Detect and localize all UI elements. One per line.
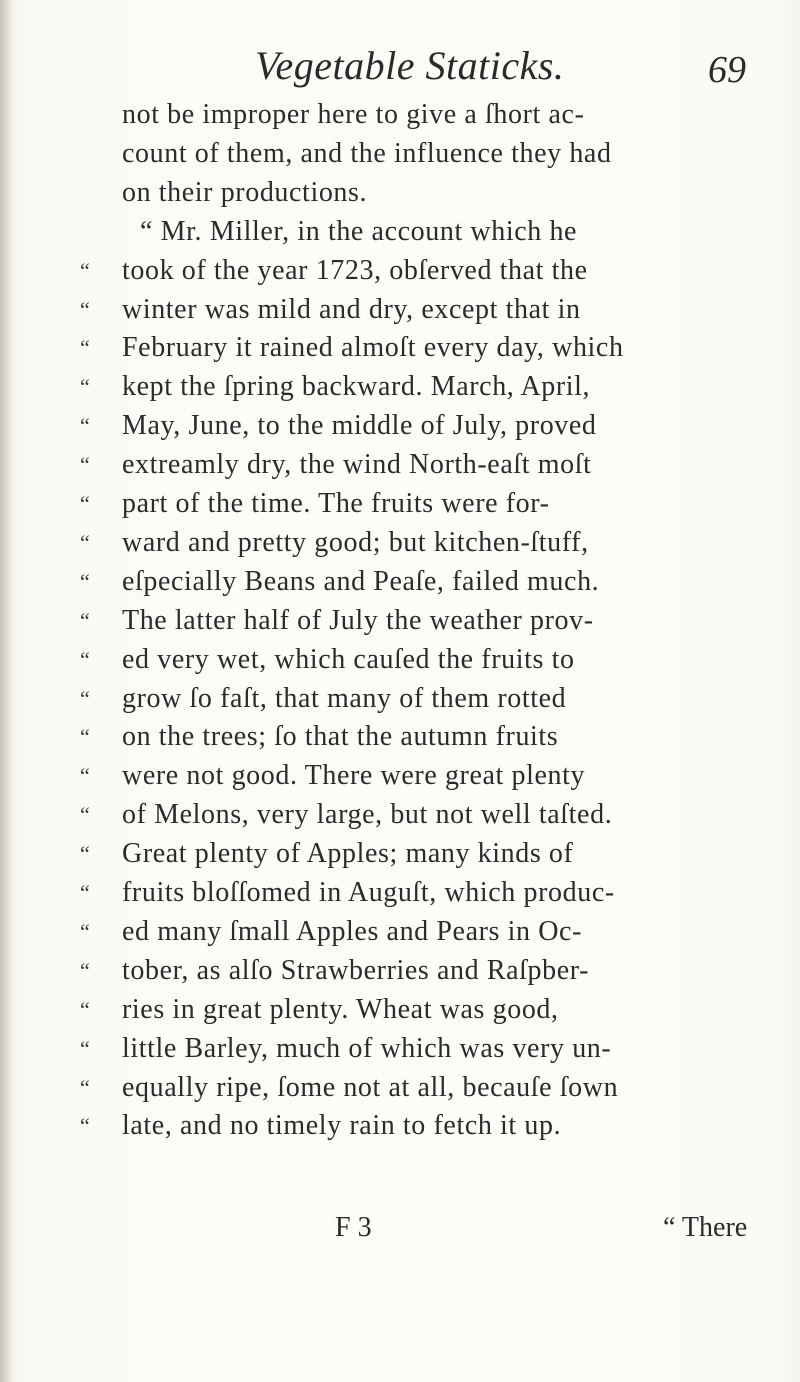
line-text: late, and no timely rain to fetch it up. xyxy=(122,1110,562,1142)
quote-mark: “ xyxy=(80,296,90,322)
text-line xyxy=(0,329,800,367)
text-line xyxy=(0,757,800,795)
text-line xyxy=(0,796,800,834)
line-text: on the trees; ſo that the autumn fruits xyxy=(122,721,559,753)
line-text: part of the time. The fruits were for- xyxy=(122,488,550,519)
line-text: took of the year 1723, obſerved that the xyxy=(122,254,588,286)
text-line xyxy=(0,602,800,640)
quote-mark: “ xyxy=(80,607,90,633)
line-text: ed many ſmall Apples and Pears in Oc- xyxy=(122,915,582,947)
line-text: ries in great plenty. Wheat was good, xyxy=(122,993,559,1025)
text-line xyxy=(0,446,800,484)
line-text: of Melons, very large, but not well taſted. xyxy=(122,799,613,831)
line-text: Great plenty of Apples; many kinds of xyxy=(122,838,574,870)
quote-mark: “ xyxy=(80,491,90,516)
text-line xyxy=(0,485,800,523)
line-text: equally ripe, ſome not at all, becauſe ſown xyxy=(122,1071,619,1103)
text-line xyxy=(0,96,800,134)
quote-mark: “ xyxy=(80,646,90,672)
line-text: “ Mr. Miller, in the account which he xyxy=(140,215,578,247)
quote-mark: “ xyxy=(80,957,90,983)
line-text: tober, as alſo Strawberries and Raſpber- xyxy=(122,954,590,986)
line-text: grow ſo faſt, that many of them rotted xyxy=(122,682,567,714)
text-line xyxy=(0,524,800,562)
text-line xyxy=(0,213,800,251)
line-text: extreamly dry, the wind North-eaſt moſt xyxy=(122,449,592,481)
line-text: little Barley, much of which was very un- xyxy=(122,1032,612,1064)
quote-mark: “ xyxy=(80,802,90,828)
line-text: ed very wet, which cauſed the fruits to xyxy=(122,643,575,675)
line-text: ward and pretty good; but kitchen-ſtuff, xyxy=(122,526,589,558)
quote-mark: “ xyxy=(80,1113,90,1139)
quote-mark: “ xyxy=(80,763,90,789)
line-text: winter was mild and dry, except that in xyxy=(122,293,581,325)
signature-mark: F 3 xyxy=(335,1212,372,1243)
quote-mark: “ xyxy=(80,413,90,439)
quote-mark: “ xyxy=(80,568,90,594)
line-text: kept the ſpring backward. March, April, xyxy=(122,371,591,403)
text-line xyxy=(0,952,800,990)
text-line xyxy=(0,252,800,290)
catchword: “ There xyxy=(663,1212,748,1243)
quote-mark: “ xyxy=(80,685,90,711)
quote-mark: “ xyxy=(80,257,90,283)
quote-mark: “ xyxy=(80,918,90,944)
text-line xyxy=(0,680,800,718)
quote-mark: “ xyxy=(80,529,90,555)
text-line xyxy=(0,1107,800,1145)
text-line xyxy=(0,407,800,445)
text-line xyxy=(0,1030,800,1068)
quote-mark: “ xyxy=(80,374,90,400)
quote-mark: “ xyxy=(80,335,90,361)
quote-mark: “ xyxy=(80,841,90,867)
text-line xyxy=(0,368,800,406)
quote-mark: “ xyxy=(80,1035,90,1061)
line-text: count of them, and the influence they had xyxy=(122,137,612,169)
text-line xyxy=(0,641,800,679)
line-text: February it rained almoſt every day, which xyxy=(122,332,624,364)
text-line xyxy=(0,1069,800,1107)
quote-mark: “ xyxy=(80,452,90,478)
line-text: May, June, to the middle of July, proved xyxy=(122,410,597,442)
page-footer xyxy=(0,1212,800,1252)
page-number: 69 xyxy=(708,49,746,91)
text-line xyxy=(0,718,800,756)
line-text: on their productions. xyxy=(122,176,368,208)
text-line xyxy=(0,135,800,173)
quote-mark: “ xyxy=(80,1074,90,1100)
text-line xyxy=(0,874,800,912)
page-header xyxy=(0,42,800,102)
line-text: not be improper here to give a ſhort ac- xyxy=(122,99,585,130)
text-line xyxy=(0,913,800,951)
quote-mark: “ xyxy=(80,880,90,905)
line-text: were not good. There were great plenty xyxy=(122,760,586,792)
text-line xyxy=(0,563,800,601)
text-line xyxy=(0,291,800,329)
text-line xyxy=(0,991,800,1029)
quote-mark: “ xyxy=(80,724,90,750)
text-line xyxy=(0,835,800,873)
text-line xyxy=(0,174,800,212)
line-text: fruits bloſſomed in Auguſt, which produc- xyxy=(122,877,615,908)
quote-mark: “ xyxy=(80,996,90,1022)
running-head: Vegetable Staticks. xyxy=(255,43,565,88)
line-text: The latter half of July the weather prov- xyxy=(122,604,594,636)
line-text: eſpecially Beans and Peaſe, failed much. xyxy=(122,565,600,597)
